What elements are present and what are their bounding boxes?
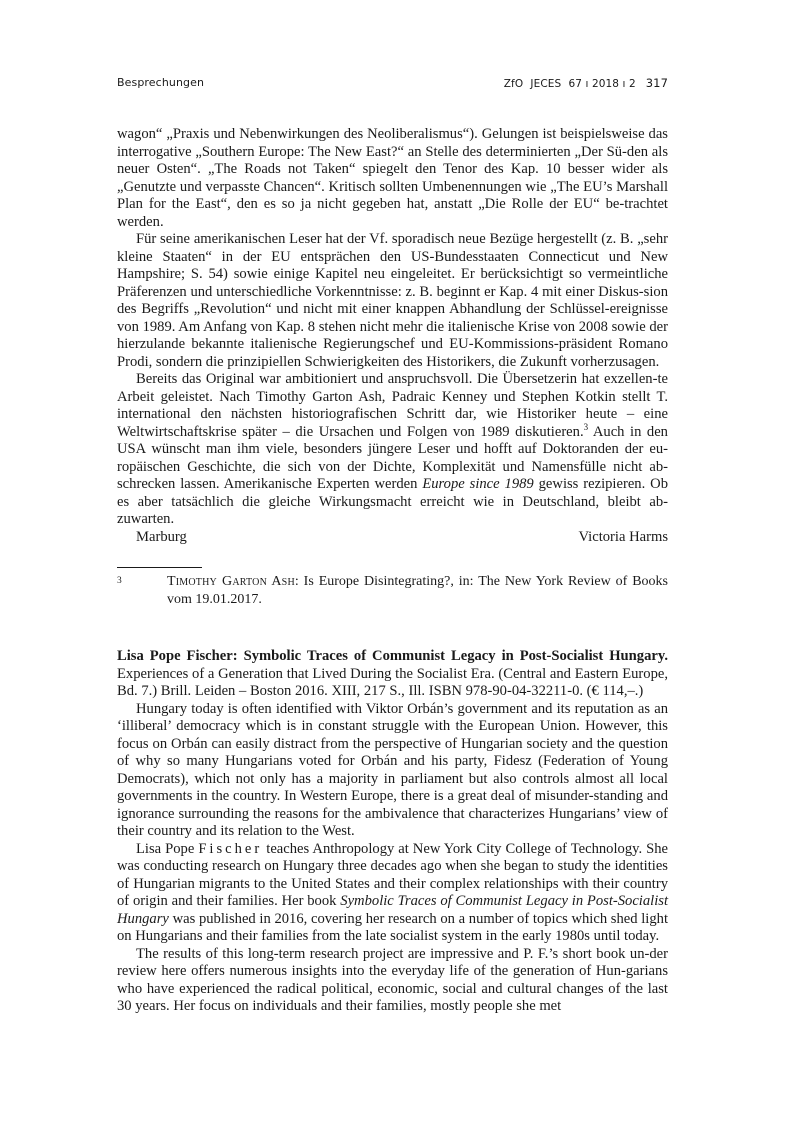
footnote-reference[interactable]: 3 <box>583 421 589 432</box>
page-number: 317 <box>645 76 668 90</box>
footnote-citation: : Is Europe Disintegrating?, in: The New York Review of Books vom 19.01.2017. <box>167 574 669 607</box>
running-head <box>117 76 668 94</box>
text-run: Lisa Pope <box>136 840 199 857</box>
review-continuation <box>117 126 668 547</box>
journal-abbrev: ZfO <box>503 78 524 90</box>
paragraph <box>117 841 668 946</box>
review-heading <box>117 648 668 701</box>
review-book-title: Lisa Pope Fischer: Symbolic Traces of Communist Legacy in Post-Socialist Hungary. <box>117 648 668 664</box>
text-run: gewiss rezipieren. Ob es aber tatsächlich die gleiche Wirkungsmacht erreicht wie in Deutschland, bleibt ab-zuwarten. <box>117 476 668 527</box>
review-bibliographic-details: Experiences of a Generation that Lived During the Socialist Era. (Central and Eastern Europe, Bd. 7.) Brill. Leiden – Boston 2016. XIII, 217 S., Ill. ISBN 978-90-04-32211-0. (€ 114,–.) <box>117 665 668 699</box>
paragraph: The results of this long-term research project are impressive and P. F.’s short book un-der review here offers numerous insights into the everyday life of the generation of Hun-garians who have experienced the radical political, economic, social and cultural changes of the last 30 years. Her focus on individuals and their families, mostly people she met <box>117 945 668 1014</box>
book-title: Europe since 1989 <box>422 476 534 492</box>
paragraph: Hungary today is often identified with Viktor Orbán’s government and its reputation as an ‘illiberal’ democracy which is in constant struggle with the European Union. However, this focus on Orbán can easily distract from the perspective of Hungarian society and the question of why so many Hungarians voted for Orbán and his party, Fidesz (Federation of Young Democrats), which not only has a majority in parliament but also controls almost all local governments in the country. In Western Europe, there is a great deal of misunder-standing and ignorance surrounding the reasons for the ambivalence that characterizes Hungarians’ view of their country and its relation to the West. <box>117 700 668 839</box>
paragraph <box>117 371 668 529</box>
author-surname: Fischer <box>198 840 263 857</box>
footnote-author: Timothy Garton Ash <box>167 574 295 589</box>
book-title: Symbolic Traces of Communist Legacy in Post-Socialist Hungary <box>117 893 669 927</box>
journal-sub-abbrev: JECES <box>530 78 562 90</box>
reviewer-name: Victoria Harms <box>578 528 668 545</box>
volume-issue: 67 ı 2018 ı 2 <box>568 78 636 90</box>
text-run: was published in 2016, covering her research on a number of topics which shed light on Hungarians and their families from the late socialist system in the early 1980s until today. <box>117 910 668 944</box>
footnote-text <box>167 573 668 609</box>
footnote-number: 3 <box>117 576 122 586</box>
review-place: Marburg <box>136 528 187 545</box>
section-title: Besprechungen <box>117 76 205 89</box>
text-run: Auch in den USA wünscht man ihm viele, besonders jüngere Leser und hofft auf Doktoranden der eu-ropäischen Geschichte, die sich von der Dichte, Komplexität und Namensfülle nicht ab-schrecken lassen. Amerikanische Experten werden <box>117 423 668 492</box>
journal-info <box>504 76 668 90</box>
paragraph: Für seine amerikanischen Leser hat der Vf. sporadisch neue Bezüge hergestellt (z. B. „sehr kleine Staaten“ in der EU entsprächen den US-Bundesstaaten Connecticut und New Hampshire; S. 54) sowie einige Kapitel neu eingeleitet. Er berücksichtigt so vermeintliche Präferenzen und unterschiedliche Vorkenntnisse: z. B. beginnt er Kap. 4 mit einer Diskus-sion des Begriffs „Revolution“ und nicht mit einer knappen Abhandlung der Schlüssel-ereignisse von 1989. Am Anfang von Kap. 8 stehen nicht mehr die italienische Krise von 2008 sowie der hierzulande bekannte italienische Regierungschef und EU-Kommissions-präsident Romano Prodi, sondern die prinzipiellen Schwierigkeiten des Historikers, die Zukunft vorherzusagen. <box>117 231 668 370</box>
review-entry <box>117 648 668 1016</box>
paragraph: wagon“ „Praxis und Nebenwirkungen des Neoliberalismus“). Gelungen ist beispielsweise das interrogative „Southern Europe: The New East?“ an Stelle des determinierten „Der Sü-den als neuer Osten“. „The Roads not Taken“ spiegelt den Tenor des Kap. 10 besser wider als „Genutzte und verpasste Chancen“. Kritisch sollten Umbenennungen wie „The EU’s Marshall Plan for the East“, den es so ja nicht gegeben hat, anstatt „Die Rolle der EU“ be-trachtet werden. <box>117 126 668 230</box>
signature-line <box>117 529 668 547</box>
text-run: Bereits das Original war ambitioniert und anspruchsvoll. Die Übersetzerin hat exzellen-te Arbeit geleistet. Nach Timothy Garton Ash, Padraic Kenney und Stephen Kotkin stellt T. international den nächsten historiografischen Schritt dar, wie Historiker heute – eine Weltwirtschaftskrise später – die Ursachen und Folgen von 1989 diskutieren. <box>117 371 668 440</box>
text-run: teaches Anthropology at New York City College of Technology. She was conducting research on Hungary three decades ago when she began to study the identities of Hungarian migrants to the United States and their complex relationships with their country of origin and their families. Her book <box>117 840 668 909</box>
footnote-divider <box>117 567 202 568</box>
footnote <box>117 573 668 609</box>
